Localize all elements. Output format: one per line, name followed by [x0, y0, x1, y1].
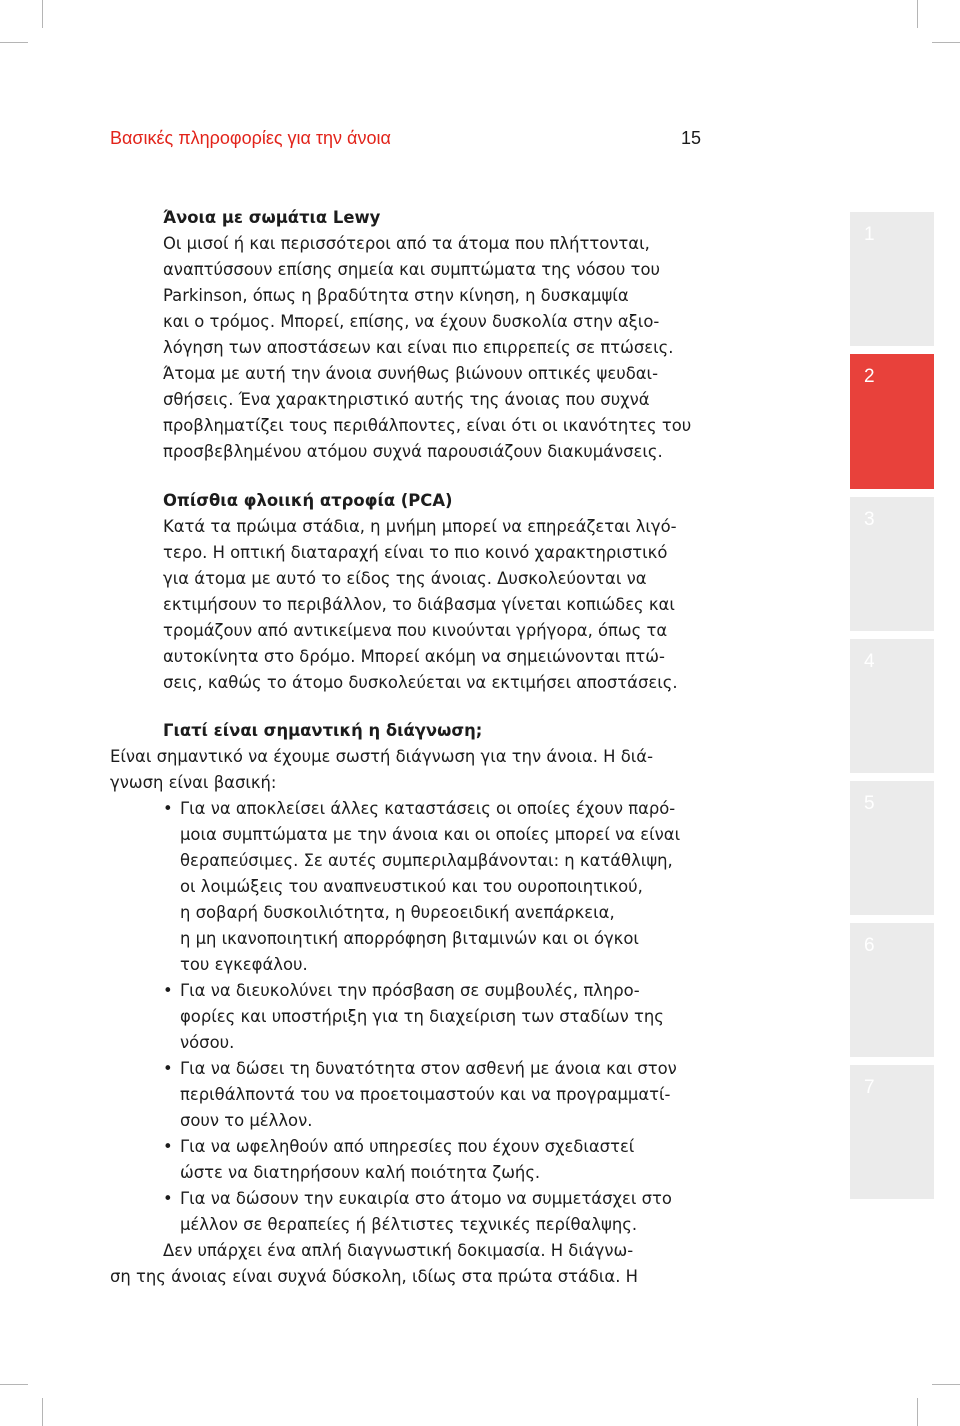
- chapter-tab-label: 6: [864, 935, 875, 956]
- chapter-tab-label: 2: [864, 366, 875, 387]
- chapter-tab-label: 3: [864, 509, 875, 530]
- paragraph-line: Οι μισοί ή και περισσότεροι από τα άτομα που πλήττονται,: [163, 234, 650, 253]
- bullet-icon: •: [163, 1189, 173, 1208]
- crop-mark-bottom-left: [42, 1398, 43, 1426]
- paragraph-line: ση της άνοιας είναι συχνά δύσκολη, ιδίως στα πρώτα στάδια. Η: [110, 1267, 638, 1286]
- crop-mark-bottom-left-h: [0, 1384, 28, 1385]
- paragraph-line: τερο. Η οπτική διαταραχή είναι το πιο κοινό χαρακτηριστικό: [163, 543, 668, 562]
- bullet-icon: •: [163, 981, 173, 1000]
- bullet-line: ώστε να διατηρήσουν καλή ποιότητα ζωής.: [180, 1163, 541, 1182]
- chapter-tab-1[interactable]: [850, 212, 934, 346]
- crop-mark-top-left-h: [0, 42, 28, 43]
- paragraph-line: για άτομα με αυτό το είδος της άνοιας. Δυσκολεύονται να: [163, 569, 647, 588]
- paragraph-line: Είναι σημαντικό να έχουμε σωστή διάγνωση για την άνοια. Η διά-: [110, 747, 653, 766]
- bullet-line: Για να δώσει τη δυνατότητα στον ασθενή με άνοια και στον: [180, 1059, 677, 1078]
- paragraph-line: Άτομα με αυτή την άνοια συνήθως βιώνουν οπτικές ψευδαι-: [163, 364, 658, 383]
- chapter-tab-3[interactable]: [850, 497, 934, 631]
- paragraph-line: προβληματίζει τους περιθάλποντες, είναι ότι οι ικανότητες του: [163, 416, 692, 435]
- paragraph-line: και ο τρόμος. Μπορεί, επίσης, να έχουν δυσκολία στην αξιο-: [163, 312, 660, 331]
- chapter-tab-label: 5: [864, 793, 875, 814]
- crop-mark-top-left: [42, 0, 43, 28]
- bullet-line: Για να ωφεληθούν από υπηρεσίες που έχουν σχεδιαστεί: [180, 1137, 635, 1156]
- paragraph-line: λόγηση των αποστάσεων και είναι πιο επιρρεπείς σε πτώσεις.: [163, 338, 674, 357]
- bullet-line: Για να διευκολύνει την πρόσβαση σε συμβουλές, πληρο-: [180, 981, 640, 1000]
- chapter-tab-4[interactable]: [850, 639, 934, 773]
- paragraph-line: προσβεβλημένου ατόμου συχνά παρουσιάζουν διακυμάνσεις.: [163, 442, 663, 461]
- bullet-line: μοια συμπτώματα με την άνοια και οι οποίες μπορεί να είναι: [180, 825, 681, 844]
- chapter-tab-7[interactable]: [850, 1065, 934, 1199]
- paragraph-line: εκτιμήσουν το περιβάλλον, το διάβασμα γίνεται κοπιώδες και: [163, 595, 675, 614]
- paragraph-line: σεις, καθώς το άτομο δυσκολεύεται να εκτιμήσει αποστάσεις.: [163, 673, 678, 692]
- paragraph-line: Δεν υπάρχει ένα απλή διαγνωστική δοκιμασία. Η διάγνω-: [163, 1241, 634, 1260]
- paragraph-line: αυτοκίνητα στο δρόμο. Μπορεί ακόμη να σημειώνονται πτώ-: [163, 647, 665, 666]
- bullet-line: η σοβαρή δυσκοιλιότητα, η θυρεοειδική ανεπάρκεια,: [180, 903, 615, 922]
- paragraph-line: γνωση είναι βασική:: [110, 773, 277, 792]
- bullet-line: νόσου.: [180, 1033, 235, 1052]
- bullet-line: θεραπεύσιμες. Σε αυτές συμπεριλαμβάνονται: η κατάθλιψη,: [180, 851, 673, 870]
- chapter-tab-5[interactable]: [850, 781, 934, 915]
- crop-mark-bottom-right: [917, 1398, 918, 1426]
- bullet-line: οι λοιμώξεις του αναπνευστικού και του ουροποιητικού,: [180, 877, 643, 896]
- section-heading: Οπίσθια φλοιική ατροφία (PCA): [163, 491, 453, 510]
- paragraph-line: σθήσεις. Ένα χαρακτηριστικό αυτής της άνοιας που συχνά: [163, 390, 650, 409]
- crop-mark-top-right: [917, 0, 918, 28]
- bullet-line: Για να δώσουν την ευκαιρία στο άτομο να συμμετάσχει στο: [180, 1189, 672, 1208]
- section-heading: Γιατί είναι σημαντική η διάγνωση;: [163, 721, 483, 740]
- bullet-line: Για να αποκλείσει άλλες καταστάσεις οι οποίες έχουν παρό-: [180, 799, 676, 818]
- bullet-line: περιθάλποντά του να προετοιμαστούν και να προγραμματί-: [180, 1085, 671, 1104]
- bullet-line: φορίες και υποστήριξη για τη διαχείριση των σταδίων της: [180, 1007, 664, 1026]
- bullet-icon: •: [163, 1137, 173, 1156]
- bullet-line: σουν το μέλλον.: [180, 1111, 313, 1130]
- section-heading: Άνοια με σωμάτια Lewy: [163, 208, 381, 227]
- running-title: Βασικές πληροφορίες για την άνοια: [110, 128, 391, 148]
- page-number: 15: [681, 128, 702, 148]
- paragraph-line: αναπτύσσουν επίσης σημεία και συμπτώματα της νόσου του: [163, 260, 661, 279]
- crop-mark-top-right-h: [932, 42, 960, 43]
- bullet-icon: •: [163, 799, 173, 818]
- bullet-line: μέλλον σε θεραπείες ή βέλτιστες τεχνικές περίθαλψης.: [180, 1215, 638, 1234]
- chapter-tab-label: 1: [864, 224, 875, 245]
- paragraph-line: τρομάζουν από αντικείμενα που κινούνται γρήγορα, όπως τα: [163, 621, 668, 640]
- bullet-icon: •: [163, 1059, 173, 1078]
- crop-mark-bottom-right-h: [932, 1384, 960, 1385]
- chapter-tab-label: 4: [864, 651, 875, 672]
- paragraph-line: Κατά τα πρώιμα στάδια, η μνήμη μπορεί να επηρεάζεται λιγό-: [163, 517, 677, 536]
- bullet-line: του εγκεφάλου.: [180, 955, 308, 974]
- chapter-tabs: [850, 212, 934, 1207]
- bullet-line: η μη ικανοποιητική απορρόφηση βιταμινών και οι όγκοι: [180, 929, 639, 948]
- chapter-tab-2[interactable]: [850, 354, 934, 489]
- paragraph-line: Parkinson, όπως η βραδύτητα στην κίνηση, η δυσκαμψία: [163, 286, 629, 305]
- chapter-tab-label: 7: [864, 1077, 875, 1098]
- chapter-tab-6[interactable]: [850, 923, 934, 1057]
